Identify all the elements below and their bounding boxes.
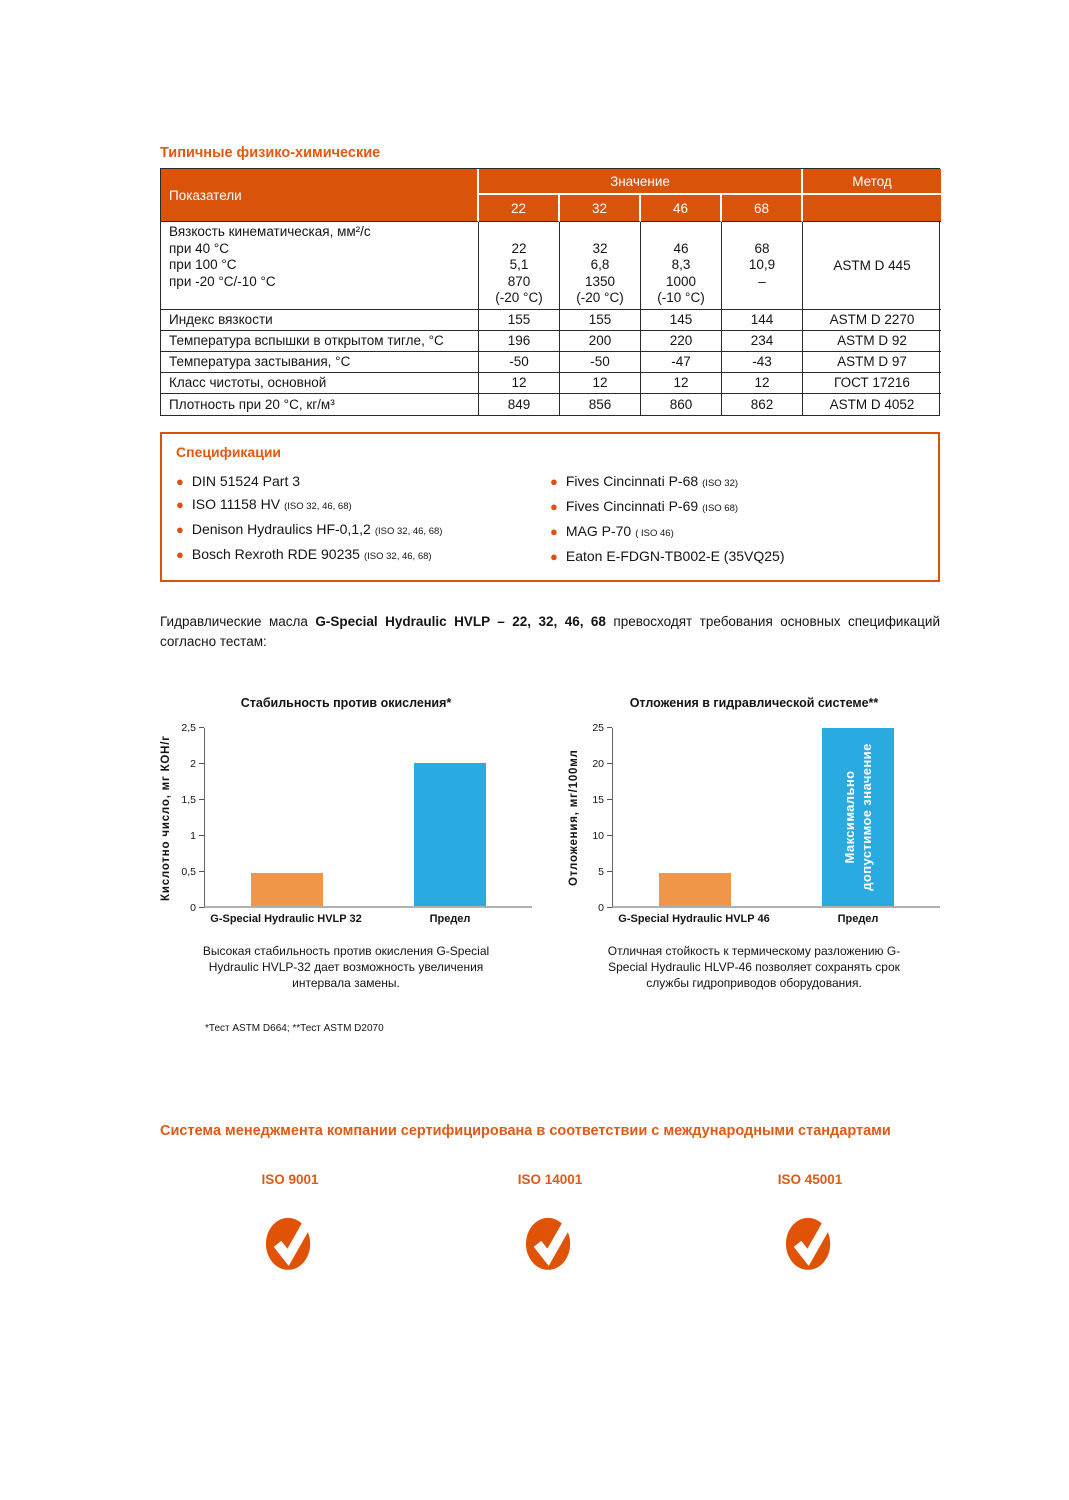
y-axis-label: Кислотно число, мг КОН/г [160,734,172,901]
y-tick: 5 [598,866,612,878]
table-cell-value: 12 [560,373,641,394]
y-tick: 1 [190,830,204,842]
table-cell-method: ASTM D 92 [803,331,941,352]
column-header-value-group: Значение [479,169,803,195]
table-row [161,373,941,394]
spec-item-text: MAG P-70 [565,522,632,539]
table-cell-param: Температура застывания, °С [161,352,479,373]
value-line: 1000 [665,273,697,289]
x-category-label: G-Special Hydraulic HVLP 32 [210,912,362,925]
table-cell-value: 196 [479,331,560,352]
table-cell-param: Индекс вязкости [161,310,479,331]
page-content [160,145,940,1271]
table-cell-method: ASTM D 97 [803,352,941,373]
iso-9001-label: ISO 9001 [261,1171,319,1187]
y-tick: 20 [592,758,612,770]
table-cell-method: ГОСТ 17216 [803,373,941,394]
x-category-label: Предел [429,912,471,925]
table-cell-param [161,222,479,310]
table-cell-param: Плотность при 20 °С, кг/м³ [161,394,479,415]
value-line: 10,9 [748,257,776,272]
column-header-method: Метод [803,169,941,195]
certification-row [160,1172,940,1271]
table-cell-value: 862 [722,394,803,415]
certification-item [160,1172,420,1271]
value-line: (-20 °С) [495,290,543,305]
spec-item [176,470,550,493]
table-cell-value: 200 [560,331,641,352]
spec-item-note: (ISO 32, 46, 68) [363,550,432,562]
spec-item [176,543,550,568]
table-row [161,352,941,373]
chart-title: Отложения в гидравлической системе** [629,695,879,710]
table-cell-value: 155 [479,310,560,331]
y-tick: 1,5 [181,794,204,806]
oxidation-stability-chart [160,696,532,991]
charts-row [160,696,940,991]
deposits-chart [568,696,940,991]
grade-header-22: 22 [479,195,560,222]
table-row-viscosity [161,222,941,310]
y-tick: 0,5 [181,866,204,878]
table-cell-value: 12 [641,373,722,394]
table-row [161,310,941,331]
table-cell-value: 860 [641,394,722,415]
table-cell-value [560,222,641,310]
table-cell-value [479,222,560,310]
y-axis-label: Отложения, мг/100мл [568,749,580,886]
spec-item-text: Bosch Rexroth RDE 90235 [191,545,360,562]
check-circle-icon [785,1209,835,1271]
table-header-row-1 [161,169,941,195]
x-category-label: Предел [837,912,879,925]
table-cell-value: 234 [722,331,803,352]
value-line: 22 [511,240,527,256]
bar-annotation-line: Максимально [842,770,858,863]
y-tick: 15 [592,794,612,806]
table-cell-value: -50 [560,352,641,373]
table-cell-method: ASTM D 2270 [803,310,941,331]
table-cell-value: 12 [722,373,803,394]
y-tick: 0 [190,902,204,914]
value-line: 1350 [584,273,616,289]
bullet-icon: ● [550,498,558,514]
spec-item [176,518,550,543]
certification-item [420,1172,680,1271]
y-tick: 0 [598,902,612,914]
bullet-icon: ● [176,496,184,512]
param-line: при -20 °С/-10 °С [169,273,276,289]
bullet-icon: ● [550,523,558,539]
intro-product-name: G-Special Hydraulic HVLP – 22, 32, 46, 68 [315,613,606,629]
table-row [161,394,941,415]
bullet-icon: ● [176,546,184,562]
param-line: Вязкость кинематическая, мм²/с [169,224,371,239]
spec-item-note: (ISO 32, 46, 68) [284,500,352,512]
spec-item-text: Eaton E-FDGN-TB002-E (35VQ25) [565,547,785,564]
table-cell-value: -50 [479,352,560,373]
spec-item-text: ISO 11158 HV [191,495,281,512]
chart-caption: Отличная стойкость к термическому разложению G-Special Hydraulic HLVP-46 позволяет сохранять срок службы гидроприводов оборудования. [607,943,901,990]
table-cell-method: ASTM D 4052 [829,396,915,412]
y-tick: 10 [592,830,612,842]
bar-product [659,873,731,905]
spec-item [550,545,924,568]
test-methods-footnote: *Тест ASTM D664; **Тест ASTM D2070 [205,1022,384,1034]
table-cell-method: ASTM D 445 [803,222,941,310]
bar-product [251,873,323,905]
grade-header-68: 68 [722,195,803,222]
certification-heading: Система менеджмента компании сертифицирована в соответствии с международными стандартами [160,1122,891,1139]
value-line: (-10 °С) [657,290,705,305]
bullet-icon: ● [176,521,184,537]
x-category-label: G-Special Hydraulic HVLP 46 [618,912,770,925]
grade-header-empty [803,195,941,222]
value-line: – [758,273,766,289]
value-line [725,290,799,307]
properties-table-title: Типичные физико-химические [160,145,381,161]
properties-table [160,168,940,416]
spec-item-note: (ISO 32, 46, 68) [374,525,443,537]
y-axis-ticks [586,721,612,914]
spec-item-text: Fives Cincinnati P-69 [565,497,699,514]
table-row [161,331,941,352]
grade-header-32: 32 [560,195,641,222]
table-cell-value: 849 [479,394,560,415]
table-cell-value: 220 [641,331,722,352]
bullet-icon: ● [550,473,558,489]
bar-annotation [841,729,875,905]
specifications-title: Спецификации [176,443,282,460]
table-cell-value: 856 [560,394,641,415]
chart-caption: Высокая стабильность против окисления G-Special Hydraulic HVLP-32 дает возможность увеличения интервала замены. [202,943,490,990]
iso-14001-label: ISO 14001 [517,1171,583,1187]
value-line: 870 [507,273,531,289]
value-line: 6,8 [590,257,610,272]
bar-limit [822,728,894,906]
table-cell-value [722,222,803,310]
specifications-box [160,432,940,582]
bullet-icon: ● [550,548,558,564]
spec-item [176,493,550,518]
value-line: 46 [673,240,689,256]
intro-prefix: Гидравлические масла [160,613,308,629]
specifications-left-column [176,470,550,568]
spec-item-text: Denison Hydraulics HF-0,1,2 [191,520,371,537]
check-circle-icon [525,1209,575,1271]
y-tick: 2,5 [181,722,204,734]
spec-item [550,470,924,495]
chart-title: Стабильность против окисления* [240,695,452,710]
y-tick: 2 [190,758,204,770]
value-line: 68 [754,240,770,256]
y-tick: 25 [592,722,612,734]
column-header-param: Показатели [161,169,479,222]
spec-item-note: (ISO 32) [702,477,739,489]
intro-paragraph [160,612,940,652]
bar-limit [414,763,486,905]
y-axis-ticks [178,721,204,914]
param-line: при 40 °С [169,240,230,256]
certification-item [680,1172,940,1271]
value-line: 8,3 [671,257,691,272]
table-cell-value: 145 [641,310,722,331]
spec-item-note: (ISO 68) [702,502,739,514]
spec-item-text: Fives Cincinnati P-68 [565,472,699,489]
value-line: (-20 °С) [576,290,624,305]
table-cell-param: Температура вспышки в открытом тигле, °С [161,331,479,352]
spec-item [550,520,924,545]
specifications-right-column [550,470,924,568]
spec-item [550,495,924,520]
check-circle-icon [265,1209,315,1271]
param-line: при 100 °С [169,257,237,272]
iso-45001-label: ISO 45001 [777,1171,843,1187]
table-cell-value: 144 [722,310,803,331]
intro-suffix: превосходят требования основных спецификаций согласно тестам: [160,613,940,649]
bar-annotation-line: допустимое значение [859,742,875,891]
plot-area [204,728,532,908]
table-cell-value: -43 [722,352,803,373]
plot-area [612,728,940,908]
table-cell-value [641,222,722,310]
spec-item-text: DIN 51524 Part 3 [191,472,301,489]
bullet-icon: ● [176,473,184,489]
table-cell-value: 155 [560,310,641,331]
value-line: 32 [592,240,608,256]
table-cell-value: 12 [479,373,560,394]
value-line: 5,1 [509,257,529,272]
table-cell-param: Класс чистоты, основной [161,373,479,394]
grade-header-46: 46 [641,195,722,222]
table-cell-value: -47 [641,352,722,373]
spec-item-note: ( ISO 46) [635,527,674,539]
